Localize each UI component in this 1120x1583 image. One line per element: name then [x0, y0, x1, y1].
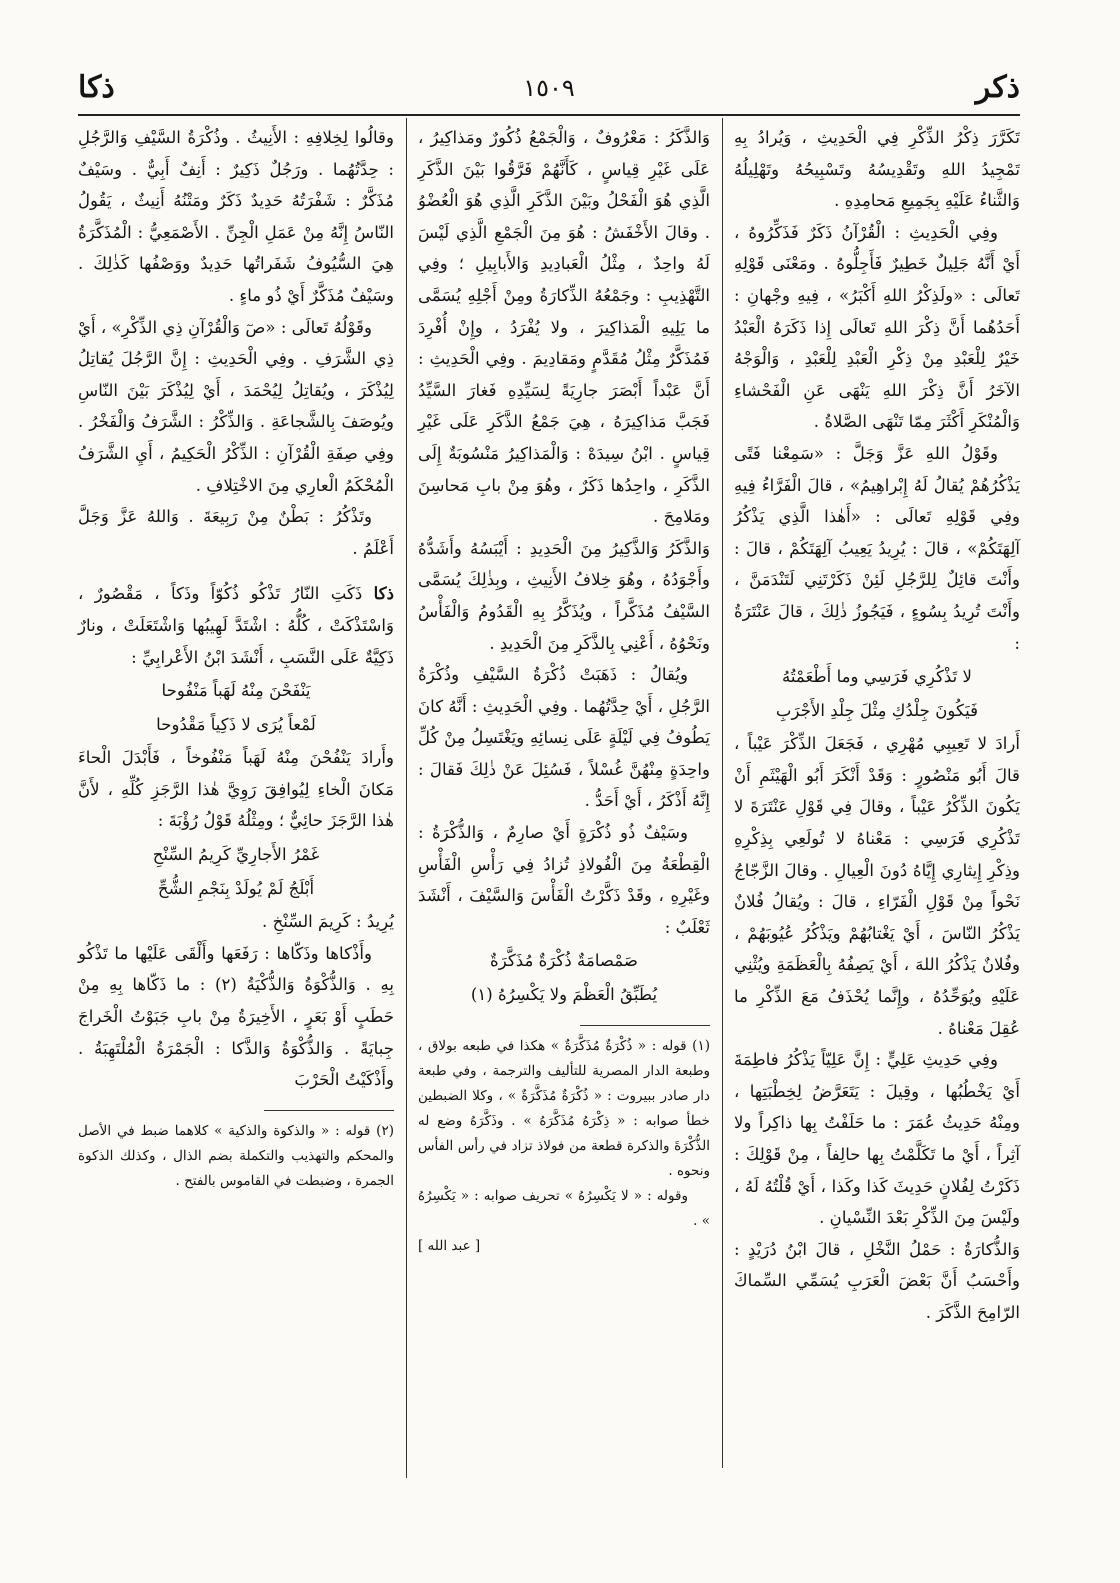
verse-line: فَيَكُونَ جِلْدُكِ مِثْلَ جِلْدِ الأَجْرَبِ	[775, 700, 979, 720]
entry-lemma: ذكا	[373, 583, 394, 604]
footnote: (٢) قوله : « والذكوة والذكية » كلاهما ضبط في الأصل والمحكم والتهذيب والتكملة بضم الذال ، وكذلك الذكوة الجمرة ، وضبطت في القاموس بالفتح .	[78, 1122, 394, 1189]
running-headword-left: ذكا	[78, 70, 115, 105]
verse-line: يُطَبِّقُ الْعَظْمَ ولا يَكْسِرُهُ (١)	[470, 985, 658, 1005]
paragraph: وتَذْكُرُ : بَطْنٌ مِنْ رَبِيعَةَ . وَاللهُ عَزَّ وَجَلَّ أَعْلَمُ .	[78, 507, 394, 558]
paragraph: وقالُوا لِخِلافِهِ : الأَنِيثُ . وذُكْرَةُ السَّيْفِ وَالرَّجُلِ : حِدَّتُهُما . ورَجُلٌ ذَكِيرٌ : أَنِفٌ أَبِيٌّ . وسَيْفٌ مُذَكَّرٌ : شَفْرَتُهُ حَدِيدٌ ذَكَرٌ ومَتْنُهُ أَنِيثٌ ، يَقُولُ النّاسُ إِنَّهُ مِنْ عَمَلِ الْجِنِّ . الأَصْمَعِيُّ : الْمُذَكَّرَةُ هِيَ السُّيُوفُ شَفَراتُها حَدِيدٌ ووَصْفُها كَذٰلِكَ . وسَيْفٌ مُذَكَّرٌ أَيْ ذُو ماءٍ .	[78, 128, 394, 305]
paragraph: وسَيْفٌ ذُو ذُكْرَةٍ أَيْ صارِمٌ ، وَالذُّكْرَةُ : الْقِطْعَةُ مِنَ الْفُولاذِ تُزادُ فِي رَأْسِ الْفَأْسِ وغَيْرِهِ ، وقَدْ ذَكَّرْتُ الْفَأْسَ وَالسَّيْفَ ، أَنْشَدَ ثَعْلَبٌ :	[418, 823, 710, 937]
column-middle	[418, 122, 710, 1522]
verse-line: صَمْصامَةٌ ذُكْرَةٌ مُذَكَّرَةٌ	[490, 951, 638, 971]
page-number: ١٥٠٩	[523, 74, 575, 102]
paragraph: وقَوْلُهُ تَعالَى : «صٓ وَالْقُرْآنِ ذِي الذِّكْرِ» ، أَيْ ذِي الشَّرَفِ . وفِي الْحَدِيثِ : إِنَّ الرَّجُلَ يُقاتِلُ لِيُذْكَرَ ، ويُقاتِلُ لِيُحْمَدَ ، أَيْ لِيُذْكَرَ بَيْنَ النّاسِ ويُوصَفَ بِالشَّجاعَةِ . وَالذِّكْرُ : الشَّرَفُ وَالْفَخْرُ . وفِي صِفَةِ الْقُرْآنِ : الذِّكْرُ الْحَكِيمُ ، أَيِ الشَّرَفُ الْمُحْكَمُ الْعارِي مِنَ الاخْتِلافِ .	[78, 317, 394, 495]
paragraph: وفِي الْحَدِيثِ : الْقُرْآنُ ذَكَرٌ فَذَكِّرُوهُ ، أَيْ أَنَّهُ جَلِيلٌ خَطِيرٌ فَأَجِلُّوهُ . ومَعْنَى قَوْلِهِ تَعالَى : «ولَذِكْرُ اللهِ أَكْبَرُ» ، فِيهِ وجْهانِ : أَحَدُهُما أَنَّ ذِكْرَ اللهِ تَعالَى إِذا ذَكَرَهُ الْعَبْدُ خَيْرٌ لِلْعَبْدِ مِنْ ذِكْرِ الْعَبْدِ لِلْعَبْدِ ، وَالْوَجْهُ الآخَرُ أَنَّ ذِكْرَ اللهِ يَنْهَى عَنِ الْفَحْشاءِ وَالْمُنْكَرِ أَكْثَرَ مِمّا تَنْهَى الصَّلاةُ .	[734, 222, 1020, 432]
column-right	[734, 122, 1020, 1502]
paragraph: ويُقالُ : ذَهَبَتْ ذُكْرَةُ السَّيْفِ وذُكْرَةُ الرَّجُلِ ، أَيْ حِدَّتُهُما . وفِي الْحَدِيثِ : أَنَّهُ كانَ يَطُوفُ فِي لَيْلَةٍ عَلَى نِسائِهِ ويَغْتَسِلُ مِنْ كُلِّ واحِدَةٍ مِنْهُنَّ غُسْلاً ، فَسُئِلَ عَنْ ذٰلِكَ فَقالَ : إِنَّهُ أَذْكَرُ ، أَيْ أَحَدُّ .	[418, 665, 710, 811]
paragraph: تَكَرَّرَ ذِكْرُ الذِّكْرِ فِي الْحَدِيثِ ، وَيُرادُ بِهِ تَمْجِيدُ اللهِ وتَقْدِيسُهُ وتَسْبِيحُهُ وتَهْلِيلُهُ وَالثَّناءُ عَلَيْهِ بِجَمِيعِ مَحامِدِهِ .	[734, 128, 1020, 211]
column-left	[78, 122, 394, 1522]
paragraph: وَالذَّكَرُ وَالذَّكِيرُ مِنَ الْحَدِيدِ : أَيْبَسُهُ وأَشَدُّهُ وأَجْوَدُهُ ، وهُوَ خِلافُ الأَنِيثِ ، وبِذٰلِكَ يُسَمَّى السَّيْفُ مُذَكَّراً ، ويُذَكَّرُ بِهِ الْقَدُومُ وَالْفَأْسُ ونَحْوُهُ ، أَعْنِي بِالذَّكَرِ مِنَ الْحَدِيدِ .	[418, 538, 710, 653]
verse-line: لَمْعاً يُرَى لا ذَكِياً مَقْدُوحا	[156, 714, 316, 734]
verse-line: أَبْلَجُ لَمْ يُولَدْ بِنَجْمِ الشُّحِّ	[157, 878, 315, 898]
entry-text: ذَكَتِ النّارُ تَذْكُو ذُكُوّاً وذَكاً ، مَقْصُورٌ ، وَاسْتَذْكَتْ ، كُلُّهُ : اشْتَدَّ لَهِيبُها وَاشْتَعَلَتْ ، ونارٌ ذَكِيَّةٌ عَلَى النَّسَبِ ، أَنْشَدَ ابْنُ الأَعْرابِيِّ :	[78, 584, 394, 667]
paragraph: وأَرادَ يَنْفُحْنَ مِنْهُ لَهَباً مَنْفُوخاً ، فَأَبْدَلَ الْحاءَ مَكانَ الْخاءِ لِيُوافِقَ رَوِيَّ هٰذا الرَّجَزِ كُلِّهِ ، لأَنَّ هٰذا الرَّجَزَ حائِيٌّ ؛ ومِثْلُهُ قَوْلُ رُؤْبَةَ :	[78, 748, 394, 831]
footnote-rule	[580, 1025, 710, 1026]
paragraph: أَرادَ لا تَعِيبِي مُهْرِي ، فَجَعَلَ الذِّكْرَ عَيْباً ، قالَ أَبُو مَنْصُورٍ : وَقَدْ أَنْكَرَ أَبُو الْهَيْثَمِ أَنْ يَكُونَ الذِّكْرُ عَيْباً ، وقالَ فِي قَوْلِ عَنْتَرَةَ لا تَذْكُرِي فَرَسِي : مَعْناهُ لا تُولَعِي بِذِكْرِهِ وذِكْرِ إِيثارِي إِيَّاهُ دُونَ الْعِيالِ . وقالَ الزَّجّاجُ نَحْواً مِنْ قَوْلِ الْفَرّاءِ ، قالَ : ويُقالُ فُلانٌ يَذْكُرُ النّاسَ ، أَيْ يَغْتابُهُمْ ويَذْكُرُ عُيُوبَهُمْ ، وفُلانٌ يَذْكُرُ اللهَ ، أَيْ يَصِفُهُ بِالْعَظَمَةِ ويُثْنِي عَلَيْهِ ويُوَحِّدُهُ ، وإِنَّما يُحْذَفُ مَعَ الذِّكْرِ ما عُقِلَ مَعْناهُ .	[734, 734, 1020, 1038]
paragraph: يُرِيدُ : كَرِيمَ السِّنْخِ .	[262, 912, 394, 932]
footnote: (١) قوله : « ذُكْرَةٌ مُذَكَّرَةٌ » هكذا في طبعه بولاق ، وطبعة الدار المصرية للتأليف والترجمة ، وفي طبعة دار صادر ببيروت : « ذُكْرَةٌ مُذَكَّرَةٌ » ، وكلا الضبطين خطأ صوابه : « ذِكْرَهُ مُذَكَّرَهُ » . وذَكَّرَهُ وضع له الذُّكْرَةَ والذكرة قطعة من فولاذ تزاد في رأس الفأس ونحوه .	[418, 1037, 710, 1179]
running-headword-right: ذكر	[975, 70, 1020, 105]
verse-line: يَنْفَحْنَ مِنْهُ لَهَباً مَنْفُوحا	[161, 681, 311, 701]
header-rule	[78, 114, 1020, 116]
footnote-signature: [ عبد الله ]	[418, 1237, 481, 1254]
verse-line: لا تَذْكُرِي فَرَسِي وما أَطْعَمْتُهُ	[781, 667, 973, 687]
paragraph: وَالذَّكَرُ : مَعْرُوفٌ ، وَالْجَمْعُ ذُكُورٌ ومَذاكِيرُ ، عَلَى غَيْرِ قِياسٍ ، كَأَنَّهُمْ فَرَّقُوا بَيْنَ الذَّكَرِ الَّذِي هُوَ الْفَحْلُ وبَيْنَ الذَّكَرِ الَّذِي هُوَ الْعُضْوُ . وقالَ الأَخْفَشُ : هُوَ مِنَ الْجَمْعِ الَّذِي لَيْسَ لَهُ واحِدٌ ، مِثْلُ الْعَبادِيدِ وَالأَبابِيلِ ؛ وفِي التَّهْذِيبِ : وجَمْعُهُ الذِّكارَةُ ومِنْ أَجْلِهِ يُسَمَّى ما يَلِيهِ الْمَذاكِيرَ ، ولا يُفْرَدُ ، وإِنْ أُفْرِدَ فَمُذَكَّرٌ مِثْلُ مُقَدَّمٍ ومَقادِيمَ . وفِي الْحَدِيثِ : أَنَّ عَبْداً أَبْصَرَ جارِيَةً لِسَيِّدِهِ فَغارَ السَّيِّدُ فَجَبَّ مَذاكِيرَهُ ، هِيَ جَمْعُ الذَّكَرِ عَلَى غَيْرِ قِياسٍ . ابْنُ سِيدَهْ : وَالْمَذاكِيرُ مَنْسُوبَةٌ إِلَى الذَّكَرِ ، واحِدُها ذَكَرٌ ، وهُوَ مِنْ بابِ مَحاسِنَ ومَلامِحَ .	[418, 128, 710, 527]
paragraph: وأَذْكاها وذَكّاها : رَفَعَها وأَلْقَى عَلَيْها ما تَذْكُو بِهِ . وَالذُّكْوَةُ وَالذُّكْيَةُ (٢) : ما ذَكّاها بِهِ مِنْ حَطَبٍ أَوْ بَعَرٍ ، الأَخِيرَةُ مِنْ بابِ جَبَوْتُ الْخَراجَ جِبايَةً . وَالذُّكْوَةُ وَالذَّكا : الْجَمْرَةُ الْمُلْتَهِبَةُ . وأَذْكَيْتُ الْحَرْبَ	[78, 943, 394, 1090]
footnote: وقوله : « لا يَكْسِرُهُ » تحريف صوابه : « يَكْسِرُهُ » .	[418, 1187, 710, 1229]
paragraph: وفِي حَدِيثِ عَلِيٍّ : إِنَّ عَلِيّاً يَذْكُرُ فاطِمَةَ أَيْ يَخْطُبُها ، وقِيلَ : يَتَعَرَّضُ لِخِطْبَتِها ، ومِنْهُ حَدِيثُ عُمَرَ : ما حَلَفْتُ بِها ذاكِراً ولا آثِراً ، أَيْ ما تَكَلَّمْتُ بِها حالِفاً ، مِنْ قَوْلِكَ : ذَكَرْتُ لِفُلانٍ حَدِيثَ كَذا وكَذا ، أَيْ قُلْتُهُ لَهُ ، ولَيْسَ مِنَ الذِّكْرِ بَعْدَ النِّسْيانِ .	[734, 1050, 1020, 1228]
paragraph: وقَوْلُ اللهِ عَزَّ وَجَلَّ : «سَمِعْنا فَتًى يَذْكُرُهُمْ يُقالُ لَهُ إِبْراهِيمُ» ، قالَ الْفَرَّاءُ فِيهِ وفِي قَوْلِهِ تَعالَى : «أَهٰذا الَّذِي يَذْكُرُ آلِهَتَكُمْ» ، قالَ : يُرِيدُ يَعِيبُ آلِهَتَكُمْ ، قالَ : وأَنْتَ قائِلٌ لِلرَّجُلِ لَئِنْ ذَكَرْتَنِي لَتَنْدَمَنَّ ، وأَنْتَ تُرِيدُ بِسُوءٍ ، فَيَجُوزُ ذٰلِكَ ، قالَ عَنْتَرَةُ :	[734, 443, 1020, 653]
entry-paragraph	[78, 578, 394, 673]
paragraph: وَالذُّكارَةُ : حَمْلُ النَّخْلِ ، قالَ ابْنُ دُرَيْدٍ : وأَحْسَبُ أَنَّ بَعْضَ الْعَرَبِ يُسَمِّي السِّماكَ الرّامِحَ الذَّكَرَ .	[734, 1239, 1020, 1322]
column-divider	[406, 118, 407, 1478]
verse-line: غَمْرُ الأَجارِيِّ كَرِيمُ السِّنْحِ	[152, 845, 320, 865]
page-header	[78, 70, 1020, 110]
footnote-rule	[264, 1110, 394, 1111]
column-divider	[722, 118, 723, 1468]
